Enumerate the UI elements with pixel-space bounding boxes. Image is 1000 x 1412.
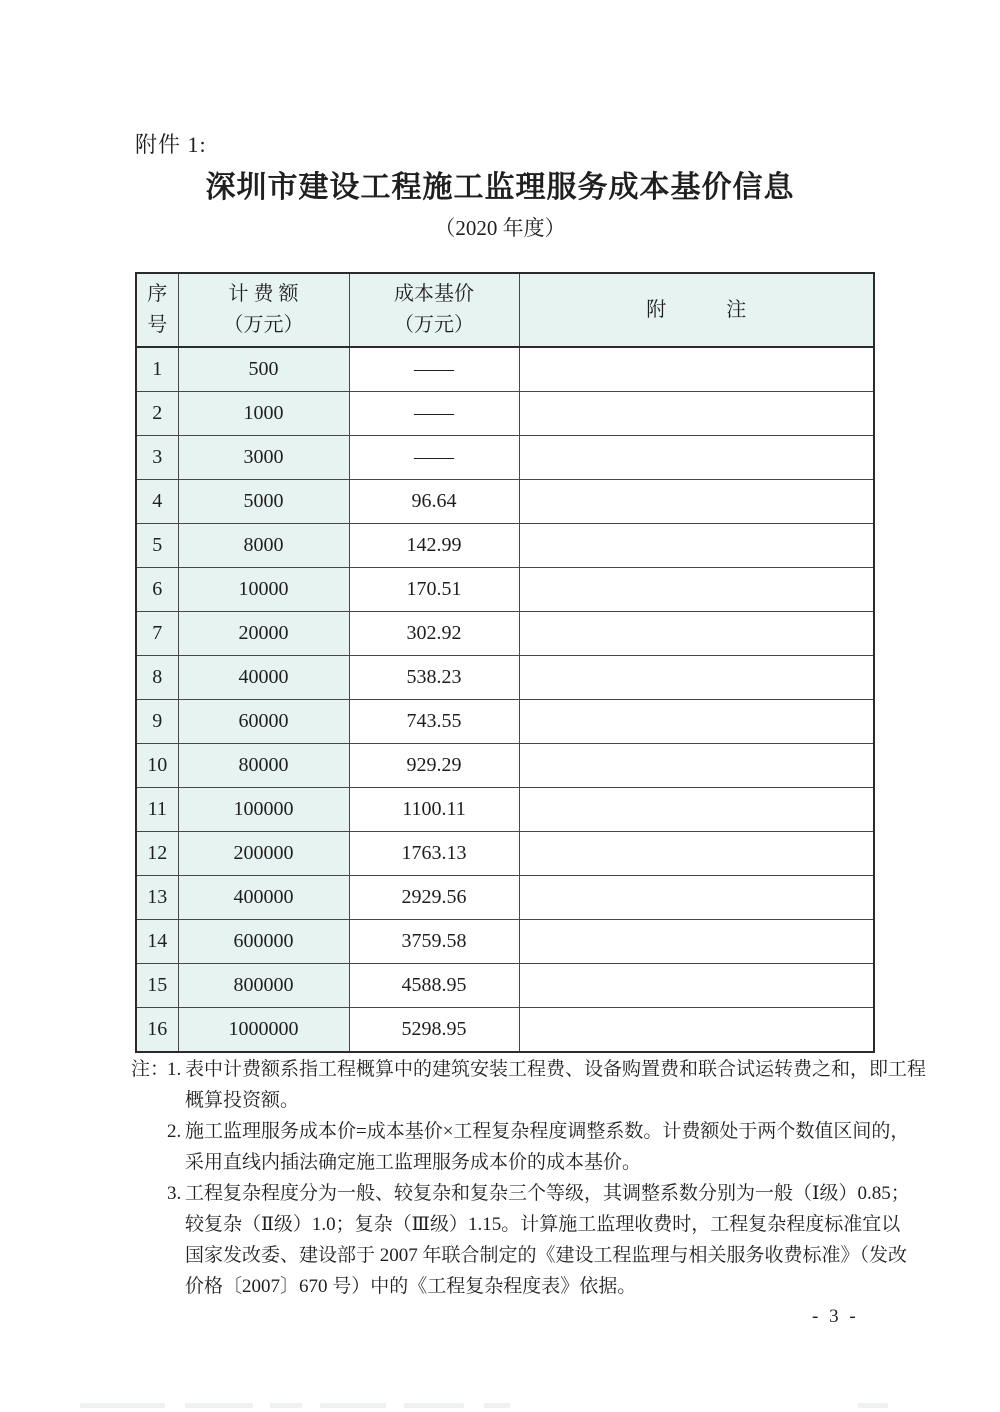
cell-base: 142.99 <box>349 524 519 568</box>
cell-no: 1 <box>136 347 178 392</box>
cell-no: 7 <box>136 612 178 656</box>
cell-no: 9 <box>136 700 178 744</box>
table-row <box>136 392 874 436</box>
cell-fee: 3000 <box>178 436 349 480</box>
cell-no: 6 <box>136 568 178 612</box>
table-row <box>136 568 874 612</box>
note-line: 价格〔2007〕670 号）中的《工程复杂程度表》依据。 <box>185 1276 637 1297</box>
table-row <box>136 656 874 700</box>
cell-remark <box>519 392 874 436</box>
cell-remark <box>519 656 874 700</box>
cell-fee: 80000 <box>178 744 349 788</box>
table-row <box>136 480 874 524</box>
cell-base: 96.64 <box>349 480 519 524</box>
cell-remark <box>519 876 874 920</box>
note-line: 施工监理服务成本价=成本基价×工程复杂程度调整系数。计费额处于两个数值区间的， <box>185 1121 910 1142</box>
cell-remark <box>519 347 874 392</box>
cell-fee: 200000 <box>178 832 349 876</box>
header-serial-line2: 号 <box>147 314 168 336</box>
table-header-row <box>136 273 874 347</box>
cell-no: 13 <box>136 876 178 920</box>
header-remark: 附 注 <box>519 273 874 347</box>
cell-base: —— <box>349 436 519 480</box>
header-fee-line1: 计 费 额 <box>228 283 299 305</box>
cell-base: 170.51 <box>349 568 519 612</box>
cell-no: 12 <box>136 832 178 876</box>
cell-remark <box>519 612 874 656</box>
header-fee-amount <box>178 273 349 347</box>
note-line: 较复杂（Ⅱ级）1.0；复杂（Ⅲ级）1.15。计算施工监理收费时，工程复杂程度标准宜以 <box>185 1214 901 1235</box>
cell-no: 15 <box>136 964 178 1008</box>
cell-no: 14 <box>136 920 178 964</box>
scan-artifacts <box>0 1402 1000 1410</box>
cell-fee: 800000 <box>178 964 349 1008</box>
scan-artifact <box>484 1403 510 1408</box>
cell-fee: 60000 <box>178 700 349 744</box>
note-item <box>131 1054 927 1116</box>
note-line: 概算投资额。 <box>185 1090 300 1111</box>
cell-base: 929.29 <box>349 744 519 788</box>
table-row <box>136 832 874 876</box>
table-row <box>136 920 874 964</box>
cell-fee: 1000000 <box>178 1008 349 1053</box>
table-row <box>136 876 874 920</box>
cell-base: 1100.11 <box>349 788 519 832</box>
table-row <box>136 788 874 832</box>
cell-remark <box>519 480 874 524</box>
cell-fee: 500 <box>178 347 349 392</box>
table-row <box>136 436 874 480</box>
scan-artifact <box>80 1403 165 1408</box>
note-number: 3. <box>167 1183 182 1204</box>
cost-base-price-table <box>135 272 875 1053</box>
table-row <box>136 1008 874 1053</box>
cell-remark <box>519 568 874 612</box>
table-row <box>136 347 874 392</box>
cell-remark <box>519 920 874 964</box>
cell-remark <box>519 700 874 744</box>
cell-remark <box>519 1008 874 1053</box>
header-cost-base-price <box>349 273 519 347</box>
cell-base: 1763.13 <box>349 832 519 876</box>
cell-base: —— <box>349 392 519 436</box>
header-base-line2: （万元） <box>394 314 474 336</box>
cell-no: 2 <box>136 392 178 436</box>
note-line: 采用直线内插法确定施工监理服务成本价的成本基价。 <box>185 1152 642 1173</box>
cell-remark <box>519 964 874 1008</box>
cell-no: 16 <box>136 1008 178 1053</box>
cell-fee: 600000 <box>178 920 349 964</box>
cell-no: 10 <box>136 744 178 788</box>
cell-base: 3759.58 <box>349 920 519 964</box>
note-line: 国家发改委、建设部于 2007 年联合制定的《建设工程监理与相关服务收费标准》（发改 <box>185 1245 908 1266</box>
table-body <box>136 347 874 1052</box>
scan-artifact <box>404 1403 464 1408</box>
table-row <box>136 524 874 568</box>
cell-no: 11 <box>136 788 178 832</box>
note-lines <box>185 1054 927 1116</box>
header-base-line1: 成本基价 <box>394 283 474 305</box>
cell-base: 4588.95 <box>349 964 519 1008</box>
note-lines <box>185 1116 921 1178</box>
note-line: 工程复杂程度分为一般、较复杂和复杂三个等级，其调整系数分别为一般（Ⅰ级）0.85； <box>185 1183 910 1204</box>
cell-fee: 5000 <box>178 480 349 524</box>
note-line: 表中计费额系指工程概算中的建筑安装工程费、设备购置费和联合试运转费之和，即工程 <box>185 1059 927 1080</box>
cell-no: 4 <box>136 480 178 524</box>
header-serial-line1: 序 <box>147 283 168 305</box>
table-row <box>136 964 874 1008</box>
cell-base: 538.23 <box>349 656 519 700</box>
cell-no: 5 <box>136 524 178 568</box>
cell-no: 3 <box>136 436 178 480</box>
cell-remark <box>519 832 874 876</box>
cell-fee: 40000 <box>178 656 349 700</box>
cell-fee: 100000 <box>178 788 349 832</box>
header-fee-line2: （万元） <box>223 314 304 336</box>
notes-list <box>131 1054 927 1302</box>
cell-remark <box>519 524 874 568</box>
scan-artifact <box>320 1403 386 1408</box>
note-item <box>131 1116 921 1178</box>
cell-fee: 8000 <box>178 524 349 568</box>
scan-artifact <box>858 1403 888 1408</box>
note-number: 1. <box>167 1059 182 1080</box>
attachment-label: 附件 1: <box>135 132 207 157</box>
cell-fee: 10000 <box>178 568 349 612</box>
note-lines <box>185 1178 921 1302</box>
cell-remark <box>519 788 874 832</box>
header-serial-number <box>136 273 178 347</box>
cell-remark <box>519 436 874 480</box>
cell-base: 2929.56 <box>349 876 519 920</box>
cell-base: —— <box>349 347 519 392</box>
cell-fee: 20000 <box>178 612 349 656</box>
cell-fee: 1000 <box>178 392 349 436</box>
note-item <box>131 1178 921 1302</box>
note-number: 2. <box>167 1121 182 1142</box>
notes-section <box>131 1054 927 1302</box>
scan-artifact <box>270 1403 302 1408</box>
cell-base: 5298.95 <box>349 1008 519 1053</box>
table-row <box>136 612 874 656</box>
notes-label: 注： <box>131 1059 170 1080</box>
table-row <box>136 744 874 788</box>
cell-no: 8 <box>136 656 178 700</box>
page-number: - 3 - <box>812 1306 859 1327</box>
cell-fee: 400000 <box>178 876 349 920</box>
cell-remark <box>519 744 874 788</box>
page-subtitle: （2020 年度） <box>434 216 566 240</box>
table-row <box>136 700 874 744</box>
cell-base: 302.92 <box>349 612 519 656</box>
cell-base: 743.55 <box>349 700 519 744</box>
page-title: 深圳市建设工程施工监理服务成本基价信息 <box>205 171 795 204</box>
scan-artifact <box>185 1403 253 1408</box>
